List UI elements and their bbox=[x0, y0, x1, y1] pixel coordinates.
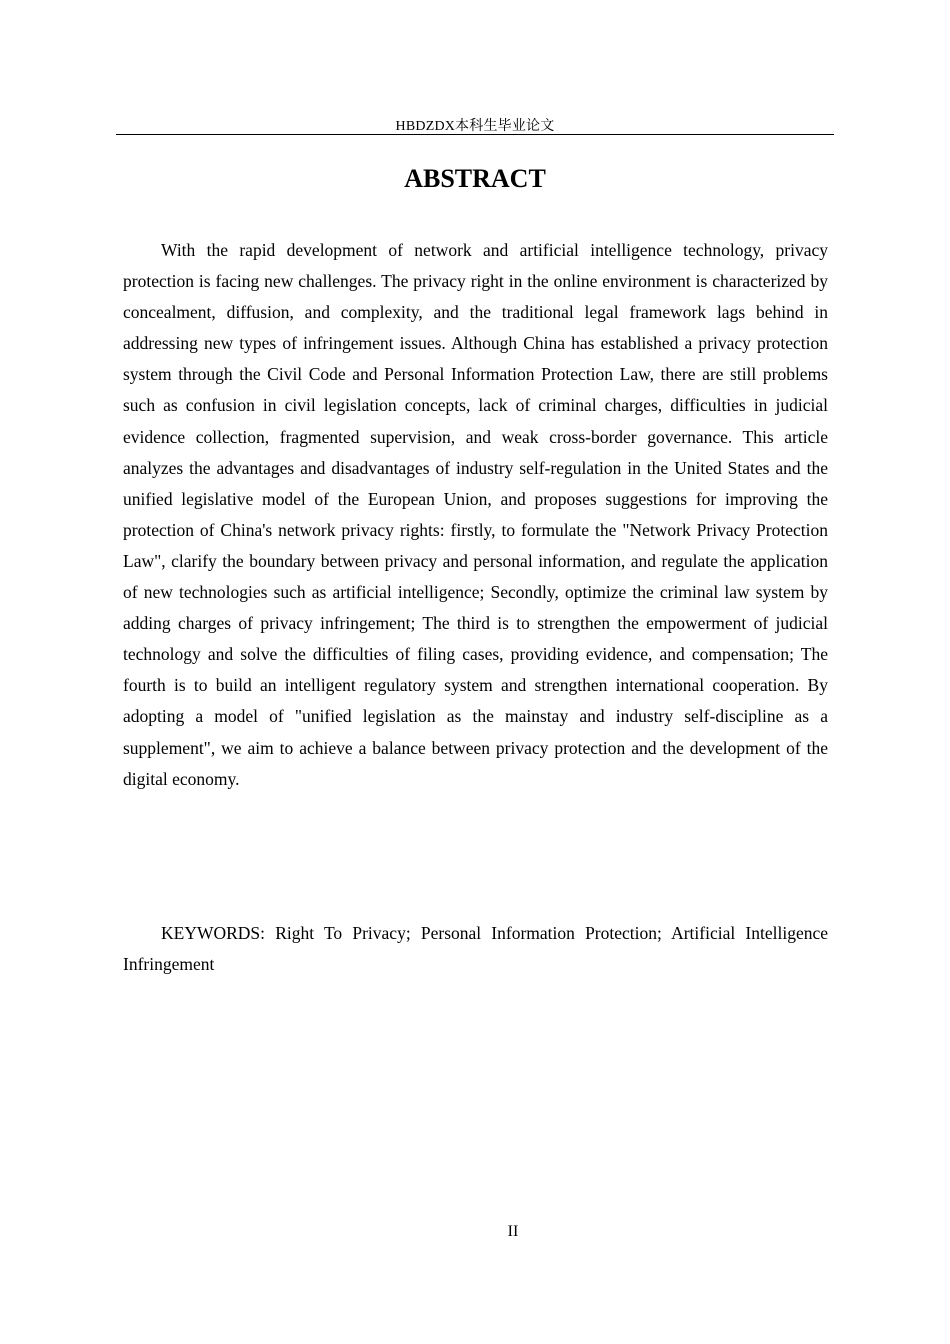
page-number: II bbox=[507, 1223, 519, 1240]
abstract-paragraph: With the rapid development of network and artificial intelligence technology, privacy protection is facing new challenges. The privacy right in the online environment is characterized by concealment, diffusion, and complexity, and the traditional legal framework lags behind in addressing new types of infringement issues. Although China has established a privacy protection system through the Civil Code and Personal Information Protection Law, there are still problems such as confusion in civil legislation concepts, lack of criminal charges, difficulties in judicial evidence collection, fragmented supervision, and weak cross-border governance. This article analyzes the advantages and disadvantages of industry self-regulation in the United States and the unified legislative model of the European Union, and proposes suggestions for improving the protection of China's network privacy rights: firstly, to formulate the "Network Privacy Protection Law", clarify the boundary between privacy and personal information, and regulate the application of new technologies such as artificial intelligence; Secondly, optimize the criminal law system by adding charges of privacy infringement; The third is to strengthen the empowerment of judicial technology and solve the difficulties of filing cases, providing evidence, and compensation; The fourth is to build an intelligent regulatory system and strengthen international cooperation. By adopting a model of "unified legislation as the mainstay and industry self-discipline as a supplement", we aim to achieve a balance between privacy protection and the development of the digital economy. bbox=[123, 240, 828, 789]
header-text: HBDZDX本科生毕业论文 bbox=[395, 119, 555, 134]
page-header bbox=[116, 117, 834, 135]
page-title: ABSTRACT bbox=[404, 164, 546, 193]
keywords-paragraph: KEYWORDS: Right To Privacy; Personal Information Protection; Artificial Intelligence Infringement bbox=[123, 923, 837, 975]
